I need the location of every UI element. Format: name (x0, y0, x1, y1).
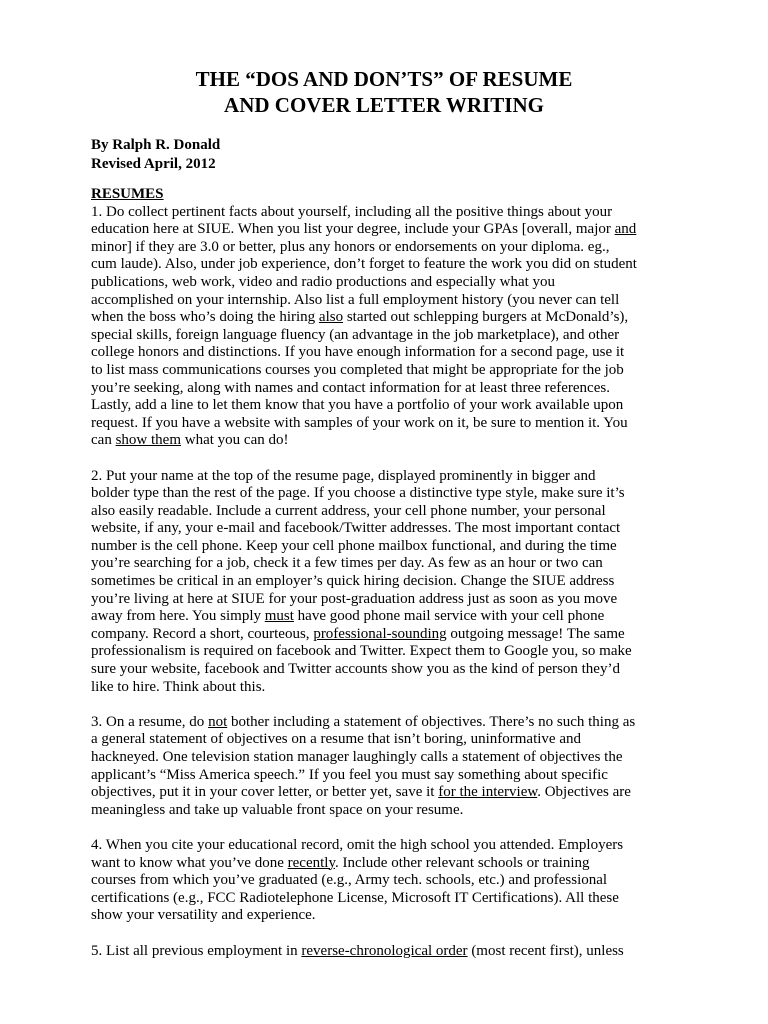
paragraph-1 (91, 204, 711, 450)
text-line: education here at SIUE. When you list your degree, include your GPAs [overall, major and (91, 221, 637, 238)
text-line: when the boss who’s doing the hiring also started out schlepping burgers at McDonald’s), (91, 309, 629, 326)
text-line: sometimes be critical in an employer’s quick hiring decision. Change the SIUE address (91, 573, 615, 590)
text-line: company. Record a short, courteous, professional-sounding outgoing message! The same (91, 625, 625, 642)
text-line: you’re seeking, along with names and contact information for at least three references. (91, 379, 610, 396)
paragraph-3 (91, 714, 711, 820)
text-line: special skills, foreign language fluency (an advantage in the job marketplace), and other (91, 326, 620, 343)
text-line: to list mass communications courses you completed that might be appropriate for the job (91, 361, 624, 378)
text-line: want to know what you’ve done recently. Include other relevant schools or training (91, 854, 590, 871)
text-line: number is the cell phone. Keep your cell phone mailbox functional, and during the time (91, 537, 617, 554)
text-line: also easily readable. Include a current address, your cell phone number, your personal (91, 502, 606, 519)
text-line: accomplished on your internship. Also list a full employment history (you never can tell (91, 291, 620, 308)
text-line: request. If you have a website with samples of your work on it, be sure to mention it. You (91, 414, 628, 431)
text-line: hackneyed. One television station manager laughingly calls a statement of objectives the (91, 749, 623, 765)
text-line: applicant’s “Miss America speech.” If you feel you must say something about specific (91, 766, 608, 783)
text-line: a general statement of objectives on a resume that isn’t boring, uninformative and (91, 731, 581, 748)
section-heading: RESUMES (91, 186, 164, 202)
text-line: college honors and distinctions. If you have enough information for a second page, use it (91, 344, 625, 361)
text-line: courses from which you’ve graduated (e.g., Army tech. schools, etc.) and professional (91, 872, 608, 889)
text-line: bolder type than the rest of the page. If you choose a distinctive type style, make sure it’s (91, 485, 625, 502)
paragraph-5 (91, 943, 711, 961)
text-line: Lastly, add a line to let them know that you have a portfolio of your work available upon (91, 397, 624, 414)
text-line: certifications (e.g., FCC Radiotelephone License, Microsoft IT Certifications). All these (91, 889, 619, 906)
text-line: 5. List all previous employment in reverse-chronological order (most recent first), unless (91, 942, 624, 959)
paragraph-4 (91, 837, 711, 925)
title-line-1: THE “DOS AND DON’TS” OF RESUME (195, 67, 573, 91)
text-line: sure your website, facebook and Twitter accounts show you as the kind of person they’d (91, 661, 620, 678)
text-line: 1. Do collect pertinent facts about yourself, including all the positive things about your (91, 203, 613, 220)
text-line: show your versatility and experience. (91, 907, 316, 924)
text-line: can show them what you can do! (91, 432, 289, 449)
text-line: meaningless and take up valuable front space on your resume. (91, 801, 464, 818)
text-line: minor] if they are 3.0 or better, plus any honors or endorsements on your diploma. eg., (91, 238, 610, 255)
text-line: publications, web work, video and radio productions and especially what you (91, 273, 556, 290)
text-line: professionalism is required on facebook and Twitter. Expect them to Google you, so make (91, 643, 632, 660)
document-title (0, 66, 768, 118)
text-line: website, if any, your e-mail and facebook/Twitter addresses. The most important contact (91, 520, 621, 537)
text-line: 3. On a resume, do not bother including a statement of objectives. There’s no such thing as (91, 713, 636, 730)
byline (91, 136, 220, 174)
text-line: you’re searching for a job, check it a few times per day. As few as an hour or two can (91, 555, 603, 572)
text-line: you’re living at here at SIUE for your post-graduation address just as soon as you move (91, 590, 618, 607)
title-line-2: AND COVER LETTER WRITING (224, 93, 544, 117)
document-body (91, 186, 711, 978)
text-line: cum laude). Also, under job experience, don’t forget to feature the work you did on student (91, 256, 637, 273)
paragraph-2 (91, 468, 711, 697)
revision-date: Revised April, 2012 (91, 156, 216, 172)
text-line: like to hire. Think about this. (91, 678, 266, 695)
text-line: 2. Put your name at the top of the resume page, displayed prominently in bigger and (91, 467, 596, 484)
text-line: 4. When you cite your educational record, omit the high school you attended. Employers (91, 836, 624, 853)
author: By Ralph R. Donald (91, 137, 221, 153)
text-line: away from here. You simply must have good phone mail service with your cell phone (91, 608, 605, 625)
text-line: objectives, put it in your cover letter, or better yet, save it for the interview. Objectives are (91, 784, 631, 801)
